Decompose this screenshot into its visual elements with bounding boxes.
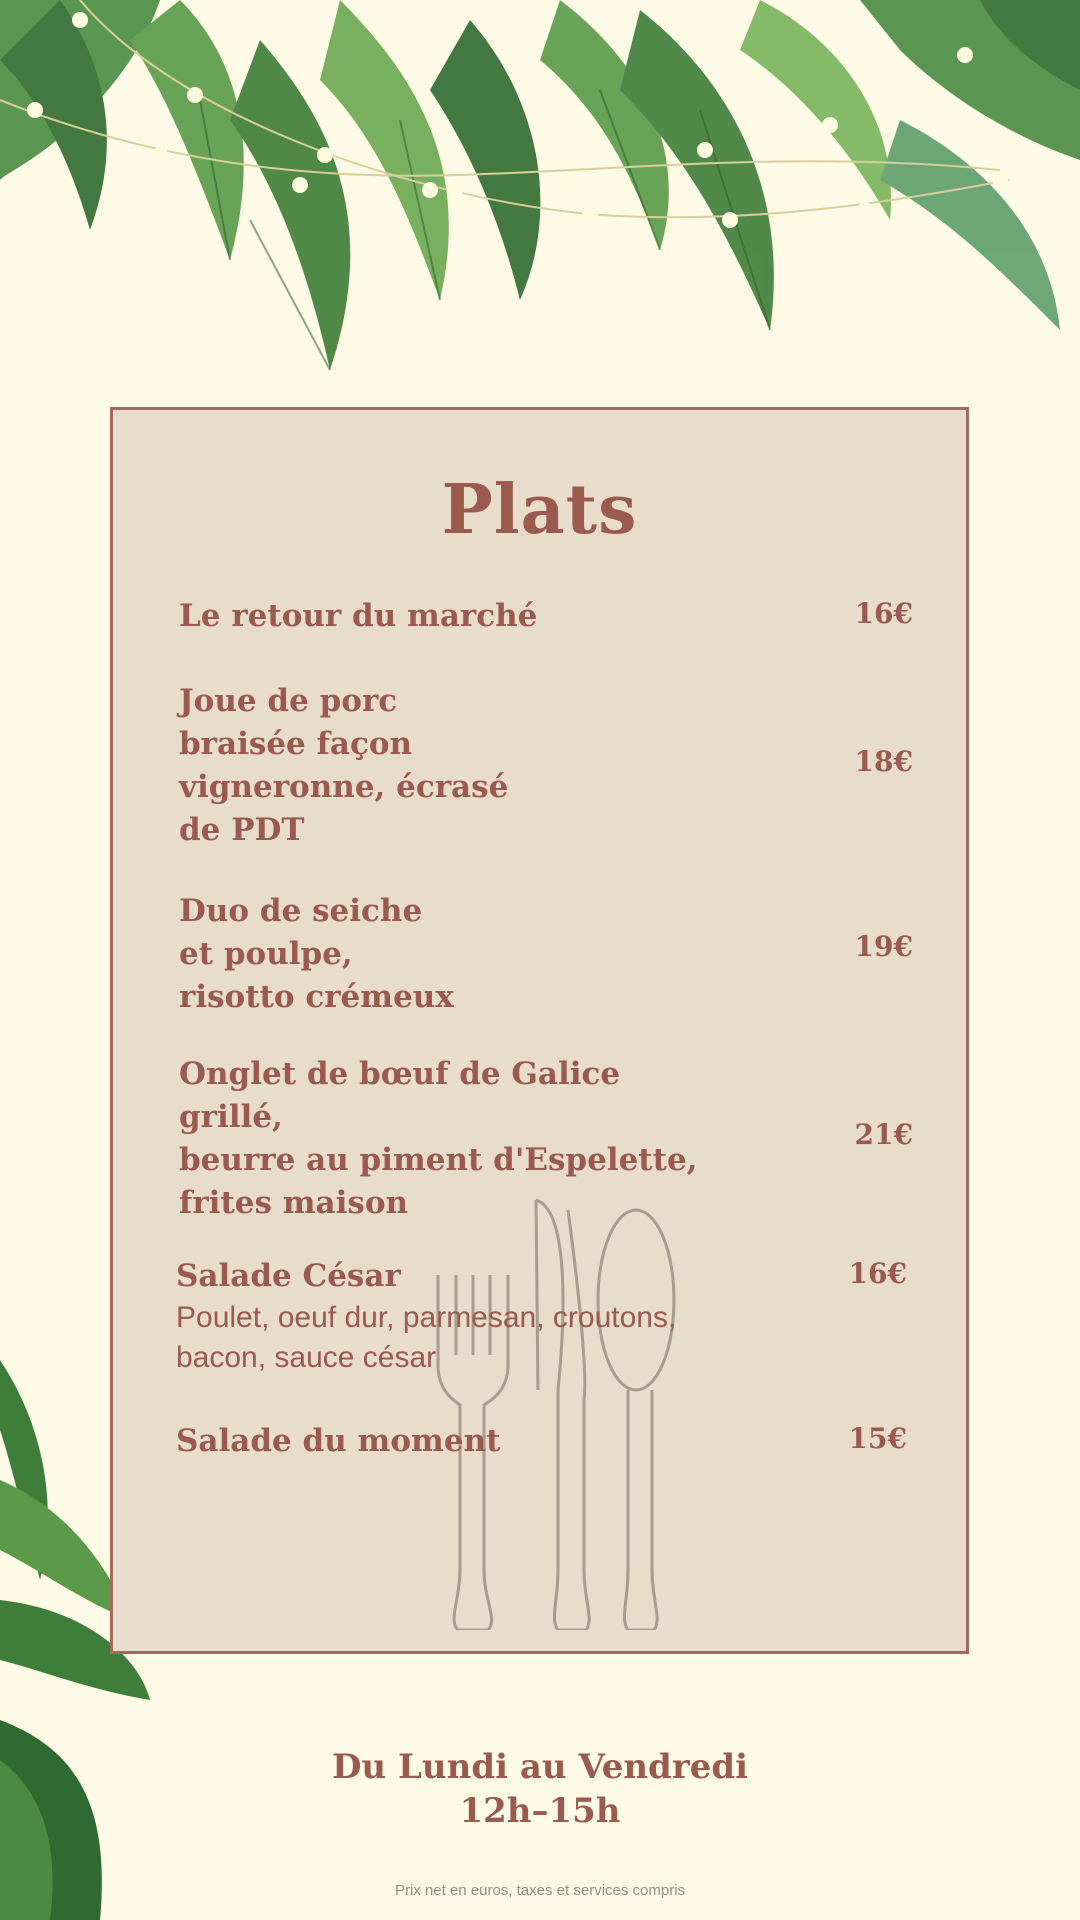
dish-price: 18€ bbox=[854, 745, 913, 778]
price-footnote: Prix net en euros, taxes et services compris bbox=[394, 1882, 686, 1899]
list-item bbox=[179, 680, 913, 852]
dish-price: 15€ bbox=[848, 1422, 907, 1455]
list-item bbox=[179, 595, 913, 638]
tropical-leaves-top bbox=[0, 0, 1080, 400]
list-item bbox=[179, 1053, 913, 1225]
dish-name: Onglet de bœuf de Galice grillé, beurre au piment d'Espelette, frites maison bbox=[179, 1056, 698, 1221]
list-item bbox=[179, 890, 913, 1019]
menu-title: Plats bbox=[441, 470, 638, 550]
dish-name: Salade César bbox=[176, 1258, 401, 1294]
opening-hours bbox=[0, 1745, 1080, 1833]
opening-days: Du Lundi au Vendredi bbox=[331, 1747, 749, 1787]
dish-price: 16€ bbox=[848, 1257, 907, 1290]
dish-name: Joue de porc braisée façon vigneronne, écrasé de PDT bbox=[179, 683, 509, 848]
dish-description: Poulet, oeuf dur, parmesan, croutons, bacon, sauce césar bbox=[176, 1301, 677, 1374]
list-item bbox=[176, 1420, 907, 1463]
dish-name: Duo de seiche et poulpe, risotto crémeux bbox=[179, 893, 454, 1015]
dish-price: 16€ bbox=[854, 597, 913, 630]
menu-card bbox=[110, 407, 969, 1654]
dish-price: 21€ bbox=[854, 1118, 913, 1151]
dish-name: Le retour du marché bbox=[179, 598, 538, 634]
opening-time: 12h–15h bbox=[459, 1791, 621, 1831]
list-item bbox=[176, 1255, 907, 1378]
dish-price: 19€ bbox=[854, 930, 913, 963]
dish-name: Salade du moment bbox=[176, 1423, 501, 1459]
